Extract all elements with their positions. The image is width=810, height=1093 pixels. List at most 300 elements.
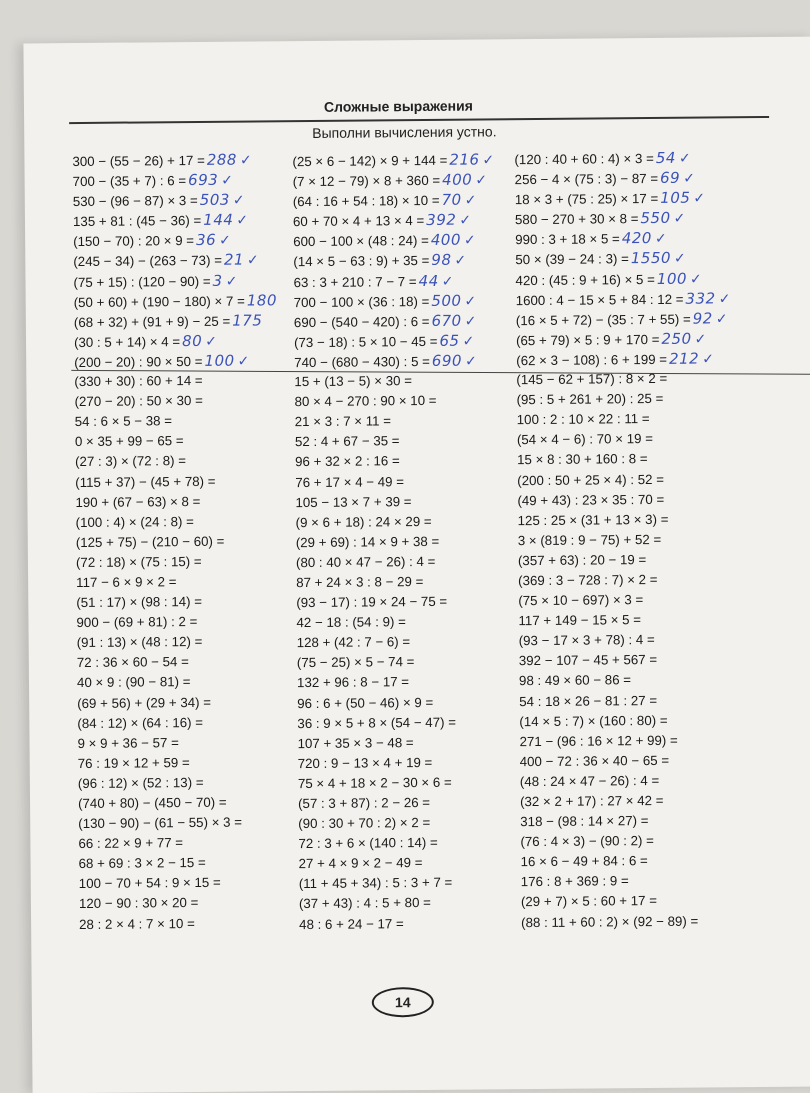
expression-row [299,873,501,895]
expression-row [78,812,281,834]
checkmark-icon: ✓ [693,189,706,206]
expression-text: (16 × 5 + 72) − (35 : 7 + 55) = [515,311,691,328]
expression-row [293,210,495,232]
expression-text: 128 + (42 : 7 − 6) = [296,634,411,651]
handwritten-answer: 400 [430,231,462,250]
expression-row [297,692,499,714]
expression-text: 36 : 9 × 5 + 8 × (54 − 47) = [297,714,457,731]
expression-row [77,692,280,714]
expression-text: (93 − 17 × 3 + 78) : 4 = [518,632,655,649]
expression-row [297,632,499,654]
handwritten-answer: 105 [660,188,691,208]
expression-row [294,370,496,392]
expression-row [518,549,733,571]
expression-row [293,190,495,212]
handwritten-answer: 65 [439,331,460,350]
expression-text: (65 + 79) × 5 : 9 + 170 = [515,331,660,349]
expression-text: 125 : 25 × (31 + 13 × 3) = [517,511,669,528]
expression-text: 54 : 6 × 5 − 38 = [74,413,173,430]
expression-text: (14 × 5 : 7) × (160 : 80) = [519,712,668,729]
expression-row [296,511,498,533]
handwritten-answer: 44 [418,271,439,290]
expression-row [515,268,730,290]
expression-text: 15 + (13 − 5) × 30 = [294,373,413,390]
expression-text: 75 × 4 + 18 × 2 − 30 × 6 = [297,774,452,792]
expression-text: (7 × 12 − 79) × 8 + 360 = [292,172,441,190]
expression-row [516,308,731,330]
expression-row [518,569,733,591]
expression-row [516,328,731,350]
expression-row [295,411,497,433]
expression-row [517,449,732,471]
expression-row [298,792,500,814]
expression-row [73,250,276,272]
expression-column-3 [514,147,736,933]
expression-row [519,730,734,752]
expression-row [516,348,731,370]
expression-text: (369 : 3 − 728 : 7) × 2 = [518,571,658,589]
expression-row [299,853,501,875]
expression-text: 580 − 270 + 30 × 8 = [514,211,639,228]
expression-text: 3 × (819 : 9 − 75) + 52 = [517,531,662,548]
expression-row [520,810,735,832]
expression-row [517,429,732,451]
expression-text: 72 : 3 + 6 × (140 : 14) = [298,835,438,852]
expression-text: 9 × 9 + 36 − 57 = [77,734,179,751]
expression-row [297,732,499,754]
expression-row [296,591,498,613]
handwritten-answer: 175 [232,311,263,330]
expression-row [297,712,499,734]
expression-text: (14 × 5 − 63 : 9) + 35 = [293,253,430,270]
expression-text: 690 − (540 − 420) : 6 = [293,313,430,330]
expression-text: (200 : 50 + 25 × 4) : 52 = [517,471,665,488]
checkmark-icon: ✓ [463,231,476,249]
expression-text: (51 : 17) × (98 : 14) = [76,593,203,611]
checkmark-icon: ✓ [718,289,731,307]
expression-text: 76 : 19 × 12 + 59 = [77,754,190,771]
expression-row [298,833,500,855]
expression-row [521,851,736,873]
expression-row [79,893,282,915]
expression-row [294,350,496,372]
expression-text: (48 : 24 × 47 − 26) : 4 = [519,772,660,790]
expression-row [76,611,279,633]
expression-text: (357 + 63) : 20 − 19 = [517,551,647,569]
expression-text: (90 : 30 + 70 : 2) × 2 = [298,815,431,832]
checkmark-icon: ✓ [225,272,238,289]
checkmark-icon: ✓ [441,272,454,289]
expression-text: (91 : 13) × (48 : 12) = [76,634,203,651]
handwritten-answer: 392 [426,210,457,230]
expression-text: (68 + 32) + (91 + 9) − 25 = [73,313,231,330]
expression-text: (62 × 3 − 108) : 6 + 199 = [516,351,668,369]
expression-row [515,167,730,189]
expression-text: (29 + 7) × 5 : 60 + 17 = [520,893,658,910]
expression-row [516,388,731,410]
expression-text: 60 + 70 × 4 + 13 × 4 = [292,213,425,230]
expression-text: 105 − 13 × 7 + 39 = [295,493,412,510]
title-rule [69,116,769,124]
expression-row [74,290,277,312]
expression-text: 420 : (45 : 9 + 16) × 5 = [515,271,655,288]
expression-row [294,390,496,412]
checkmark-icon: ✓ [237,352,250,369]
expression-row [294,290,496,312]
checkmark-icon: ✓ [464,352,477,369]
checkmark-icon: ✓ [715,310,728,327]
expression-text: 117 + 149 − 15 × 5 = [518,612,642,629]
checkmark-icon: ✓ [462,332,475,349]
expression-row [518,589,733,611]
workbook-page [23,37,810,1093]
expression-text: (9 × 6 + 18) : 24 × 29 = [295,513,432,530]
handwritten-answer: 503 [199,190,230,210]
expression-text: 18 × 3 + (75 : 25) × 17 = [514,191,659,208]
expression-row [516,368,731,390]
checkmark-icon: ✓ [678,149,691,166]
expression-row [520,830,735,852]
expression-text: 176 : 8 + 369 : 9 = [520,873,629,890]
expression-text: 66 : 22 × 9 + 77 = [78,835,184,852]
expression-row [76,551,279,573]
expression-text: (125 + 75) − (210 − 60) = [75,533,225,550]
expression-text: (96 : 12) × (52 : 13) = [77,774,204,791]
expression-text: (93 − 17) : 19 × 24 − 75 = [296,593,448,611]
expression-text: 740 − (680 − 430) : 5 = [294,353,430,371]
expression-text: 318 − (98 : 14 × 27) = [520,813,649,830]
checkmark-icon: ✓ [673,250,686,267]
handwritten-answer: 332 [685,289,716,308]
expression-row [521,891,736,913]
expression-row [518,529,733,551]
expression-text: 135 + 81 : (45 − 36) = [72,213,202,230]
handwritten-answer: 144 [203,210,234,230]
expression-text: (11 + 45 + 34) : 5 : 3 + 7 = [298,875,453,892]
checkmark-icon: ✓ [683,169,695,186]
checkmark-icon: ✓ [239,151,252,168]
expression-row [294,310,496,332]
expression-row [75,491,278,513]
checkmark-icon: ✓ [459,211,472,228]
expression-text: 96 : 6 + (50 − 46) × 9 = [297,694,434,711]
expression-row [74,350,277,372]
checkmark-icon: ✓ [694,330,707,347]
expression-row [520,790,735,812]
handwritten-answer: 400 [442,170,473,189]
expression-row [296,531,498,553]
expression-text: (115 + 37) − (45 + 78) = [75,473,216,490]
checkmark-icon: ✓ [464,191,477,208]
handwritten-answer: 180 [246,290,278,310]
expression-row [295,431,497,453]
expression-text: (72 : 18) × (75 : 15) = [75,553,202,570]
expression-text: 72 : 36 × 60 − 54 = [76,654,189,671]
expression-row [515,208,730,230]
expression-row [519,670,734,692]
expression-row [299,913,501,935]
expression-row [298,772,500,794]
expression-row [76,571,279,593]
expression-text: (69 + 56) + (29 + 34) = [77,694,212,711]
checkmark-icon: ✓ [464,312,477,329]
expression-row [293,250,495,272]
expression-row [296,571,498,593]
expression-row [519,630,734,652]
expression-text: 990 : 3 + 18 × 5 = [515,231,620,248]
expression-row [518,609,733,631]
expression-text: 40 × 9 : (90 − 81) = [76,674,191,691]
expression-text: 100 : 2 : 10 × 22 : 11 = [516,411,650,428]
expression-text: 720 : 9 − 13 × 4 + 19 = [297,754,433,771]
expression-text: 87 + 24 × 3 : 8 − 29 = [296,573,424,591]
expression-row [296,551,498,573]
checkmark-icon: ✓ [454,252,467,269]
expression-row [517,489,732,511]
expression-text: 300 − (55 − 26) + 17 = [72,152,205,170]
expression-text: 117 − 6 × 9 × 2 = [76,574,177,590]
expression-row [76,591,279,613]
expression-text: 54 : 18 × 26 − 81 : 27 = [519,692,658,709]
expression-row [293,230,495,252]
expression-text: 190 + (67 − 63) × 8 = [75,493,201,510]
expression-text: (740 + 80) − (450 − 70) = [78,794,227,812]
expression-row [72,149,275,171]
expression-row [292,149,494,171]
handwritten-answer: 100 [204,351,235,370]
handwritten-answer: 80 [182,331,203,350]
expression-row [75,431,278,453]
expression-row [295,451,497,473]
expression-row [520,750,735,772]
expression-text: 0 × 35 + 99 − 65 = [74,433,184,450]
checkmark-icon: ✓ [464,292,477,309]
handwritten-answer: 216 [449,150,480,169]
expression-text: 52 : 4 + 67 − 35 = [294,433,400,450]
expression-text: (49 + 43) : 23 × 35 : 70 = [517,491,665,508]
expression-row [516,288,731,310]
expression-row [293,270,495,292]
expression-text: (75 + 15) : (120 − 90) = [73,273,211,290]
expression-text: (245 − 34) − (263 − 73) = [73,253,222,270]
checkmark-icon: ✓ [205,332,218,349]
expression-row [295,491,497,513]
handwritten-answer: 92 [692,309,713,328]
expression-text: 98 : 49 × 60 − 86 = [518,672,632,689]
expression-text: 271 − (96 : 16 × 12 + 99) = [519,732,678,749]
expression-text: (145 − 62 + 157) : 8 × 2 = [516,370,668,388]
expression-row [74,390,277,412]
handwritten-answer: 54 [655,148,676,167]
expression-text: (73 − 18) : 5 × 10 − 45 = [293,333,438,350]
expression-text: (50 + 60) + (190 − 180) × 7 = [73,293,245,310]
checkmark-icon: ✓ [475,171,488,188]
expression-row [77,732,280,754]
expression-text: 120 − 90 : 30 × 20 = [78,895,199,912]
handwritten-answer: 670 [431,311,462,330]
expression-column-1 [72,149,282,934]
expression-row [517,409,732,431]
expression-row [518,509,733,531]
expression-text: (80 : 40 × 47 − 26) : 4 = [295,553,436,570]
expression-text: 50 × (39 − 24 : 3) = [515,251,629,268]
expression-text: (37 + 43) : 4 : 5 + 80 = [298,895,431,912]
expression-text: 48 : 6 + 24 − 17 = [299,915,404,932]
expression-text: (75 − 25) × 5 − 74 = [296,654,415,671]
checkmark-icon: ✓ [236,211,249,228]
expression-text: 68 + 69 : 3 × 2 − 15 = [78,855,206,872]
expression-text: (88 : 11 + 60 : 2) × (92 − 89) = [521,913,699,930]
expression-row [75,471,278,493]
expression-text: 80 × 4 − 270 : 90 × 10 = [294,393,437,410]
expression-row [77,712,280,734]
checkmark-icon: ✓ [221,171,234,188]
handwritten-answer: 1550 [630,249,672,268]
expression-row [79,873,282,895]
expression-row [521,911,736,933]
expression-text: 256 − 4 × (75 : 3) − 87 = [514,171,659,188]
expression-row [519,710,734,732]
expression-text: 96 + 32 × 2 : 16 = [295,453,400,470]
expression-row [75,410,278,432]
expression-text: (84 : 12) × (64 : 16) = [77,714,204,731]
handwritten-answer: 500 [431,291,462,310]
expression-text: (75 × 10 − 697) × 3 = [518,592,644,609]
expression-row [297,652,499,674]
expression-text: (100 : 4) × (24 : 8) = [75,513,194,530]
checkmark-icon: ✓ [246,251,259,268]
handwritten-answer: 36 [195,231,217,250]
expression-row [298,752,500,774]
checkmark-icon: ✓ [482,151,495,168]
expression-text: (270 − 20) : 50 × 30 = [74,393,203,410]
expression-column-2 [292,149,501,934]
expression-text: (330 + 30) : 60 + 14 = [74,372,203,390]
expression-row [77,652,280,674]
expression-text: 132 + 96 : 8 − 17 = [296,674,410,691]
expression-row [520,770,735,792]
expression-text: (30 : 5 + 14) × 4 = [73,333,181,350]
expression-row [77,672,280,694]
checkmark-icon: ✓ [654,230,667,247]
handwritten-answer: 70 [441,190,462,210]
checkmark-icon: ✓ [702,350,714,367]
expression-text: (120 : 40 + 60 : 4) × 3 = [514,150,654,168]
expression-row [76,511,279,533]
expression-text: 42 − 18 : (54 : 9) = [296,614,406,631]
expression-text: 530 − (96 − 87) × 3 = [72,193,198,210]
expression-row [76,531,279,553]
page-title: Сложные выражения [323,97,473,115]
expression-row [73,169,276,191]
handwritten-answer: 250 [661,329,692,348]
handwritten-answer: 550 [640,209,671,228]
expression-row [521,871,736,893]
handwritten-answer: 693 [188,170,219,190]
expression-row [78,772,281,794]
handwritten-answer: 21 [223,251,245,270]
expression-text: 392 − 107 − 45 + 567 = [518,652,658,669]
expression-text: (76 : 4 × 3) − (90 : 2) = [520,833,654,850]
expression-text: (150 − 70) : 20 × 9 = [73,233,195,250]
expression-text: 400 − 72 : 36 × 40 − 65 = [519,752,670,769]
expression-row [73,230,276,252]
expression-text: 100 − 70 + 54 : 9 × 15 = [78,875,221,892]
expression-row [515,187,730,209]
expression-row [519,650,734,672]
handwritten-answer: 100 [656,269,688,288]
expression-row [294,330,496,352]
expression-row [74,310,277,332]
expression-row [299,893,501,915]
expression-row [79,853,282,875]
expression-row [74,370,277,392]
expression-text: 16 × 6 − 49 + 84 : 6 = [520,853,648,870]
expression-row [298,812,500,834]
expression-row [515,248,730,270]
checkmark-icon: ✓ [673,209,686,227]
expression-row [514,147,729,169]
expression-text: 15 × 8 : 30 + 160 : 8 = [517,451,648,468]
expression-text: 107 + 35 × 3 − 48 = [297,734,414,751]
expression-text: (54 × 4 − 6) : 70 × 19 = [516,431,654,448]
expression-text: (130 − 90) − (61 − 55) × 3 = [78,814,243,832]
expression-row [515,228,730,250]
expression-row [79,913,282,935]
handwritten-answer: 690 [431,351,463,370]
expression-text: 76 + 17 × 4 − 49 = [295,473,405,490]
expression-text: (57 : 3 + 87) : 2 − 26 = [298,794,431,812]
handwritten-answer: 69 [659,168,681,188]
expression-text: 700 − (35 + 7) : 6 = [72,173,187,190]
instruction-text: Выполни вычисления устно. [312,123,497,141]
expression-text: (25 × 6 − 142) × 9 + 144 = [292,152,448,170]
expression-text: (200 − 20) : 90 × 50 = [74,353,203,370]
expression-text: 21 × 3 : 7 × 11 = [294,413,392,430]
expression-row [78,792,281,814]
checkmark-icon: ✓ [689,270,702,287]
expression-text: 700 − 100 × (36 : 18) = [293,293,430,310]
expression-text: 1600 : 4 − 15 × 5 + 84 : 12 = [515,291,684,308]
handwritten-answer: 420 [621,229,653,248]
expression-row [517,469,732,491]
handwritten-answer: 288 [206,150,238,169]
expression-row [295,471,497,493]
expression-row [297,672,499,694]
expression-text: (64 : 16 + 54 : 18) × 10 = [292,193,440,210]
expression-row [293,169,495,191]
expression-text: 900 − (69 + 81) : 2 = [76,614,198,631]
expression-row [296,612,498,634]
expression-text: (29 + 69) : 14 × 9 + 38 = [295,533,440,550]
expression-row [74,330,277,352]
expression-row [73,189,276,211]
expression-row [77,632,280,654]
expression-row [519,690,734,712]
handwritten-answer: 212 [668,349,700,368]
handwritten-answer: 3 [212,271,223,290]
page-number: 14 [372,987,434,1018]
expression-row [73,210,276,232]
expression-text: 28 : 2 × 4 : 7 × 10 = [79,915,195,932]
expression-text: (27 : 3) × (72 : 8) = [75,453,187,470]
expression-row [78,752,281,774]
expression-text: 27 + 4 × 9 × 2 − 49 = [298,855,423,872]
expression-row [78,832,281,854]
checkmark-icon: ✓ [232,191,245,208]
expression-text: (95 : 5 + 261 + 20) : 25 = [516,391,664,408]
expression-row [75,451,278,473]
